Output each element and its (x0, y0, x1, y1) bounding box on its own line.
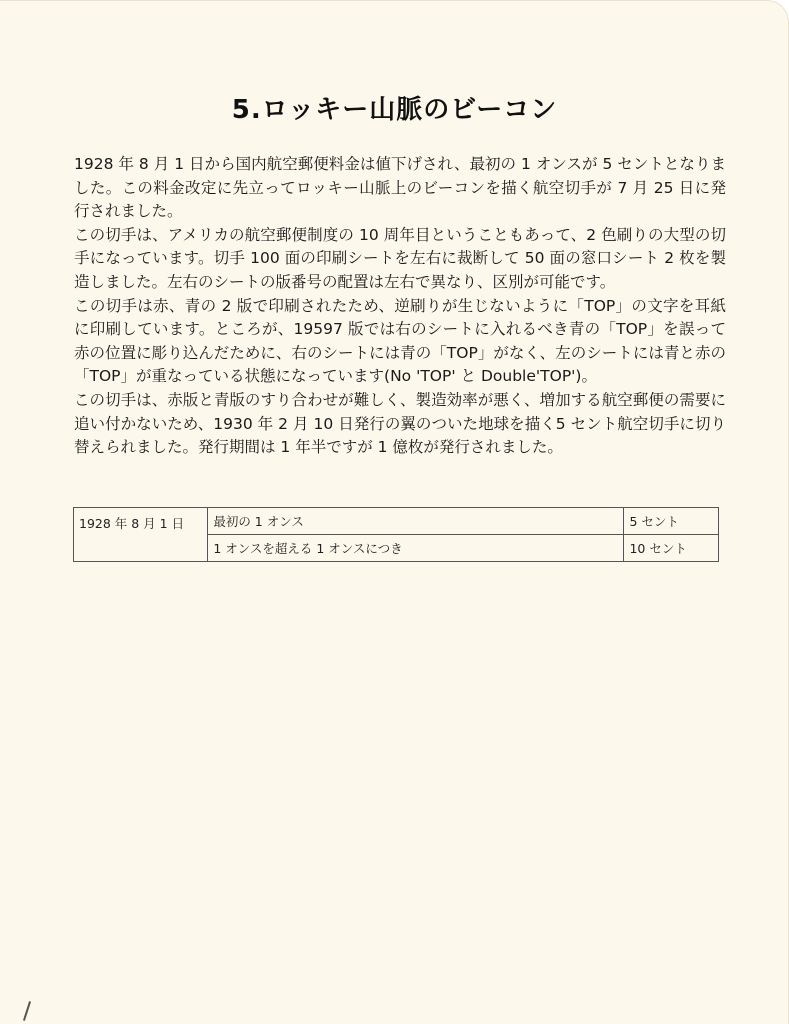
rate-condition-cell: 最初の 1 オンス (208, 508, 624, 535)
page-title: 5.ロッキー山脈のビーコン (231, 95, 558, 125)
rate-table (73, 507, 719, 562)
rate-date-cell: 1928 年 8 月 1 日 (74, 508, 208, 562)
rate-value-cell: 5 セント (624, 508, 719, 535)
paragraph: 1928 年 8 月 1 日から国内航空郵便料金は値下げされ、最初の 1 オンスが 5 セントとなりました。この料金改定に先立ってロッキー山脈上のビーコンを描く航空切手が 7 月 25 日に発行されました。 (74, 155, 726, 221)
article-body (74, 153, 726, 460)
paragraph: この切手は、赤版と青版のすり合わせが難しく、製造効率が悪く、増加する航空郵便の需要に追い付かないため、1930 年 2 月 10 日発行の翼のついた地球を描く5 セント航空切手に切り替えられました。発行期間は 1 年半ですが 1 億枚が発行されました。 (74, 390, 726, 457)
rate-condition-cell: 1 オンスを超える 1 オンスにつき (208, 535, 624, 562)
pen-mark (23, 1001, 31, 1021)
table-row (74, 508, 719, 535)
paragraph: この切手は赤、青の 2 版で印刷されたため、逆刷りが生じないように「TOP」の文字を耳紙に印刷しています。ところが、19597 版では右のシートに入れるべき青の「TOP」を誤って赤の位置に彫り込んだために、右のシートには青の「TOP」がなく、左のシートには青と赤の「TOP」が重なっている状態になっています(No 'TOP' と Double'TOP')。 (74, 296, 726, 386)
rate-value-cell: 10 セント (624, 535, 719, 562)
paragraph: この切手は、アメリカの航空郵便制度の 10 周年目ということもあって、2 色刷りの大型の切手になっています。切手 100 面の印刷シートを左右に裁断して 50 面の窓口シート 2 枚を製造しました。左右のシートの版番号の配置は左右で異なり、区別が可能です。 (74, 225, 726, 291)
